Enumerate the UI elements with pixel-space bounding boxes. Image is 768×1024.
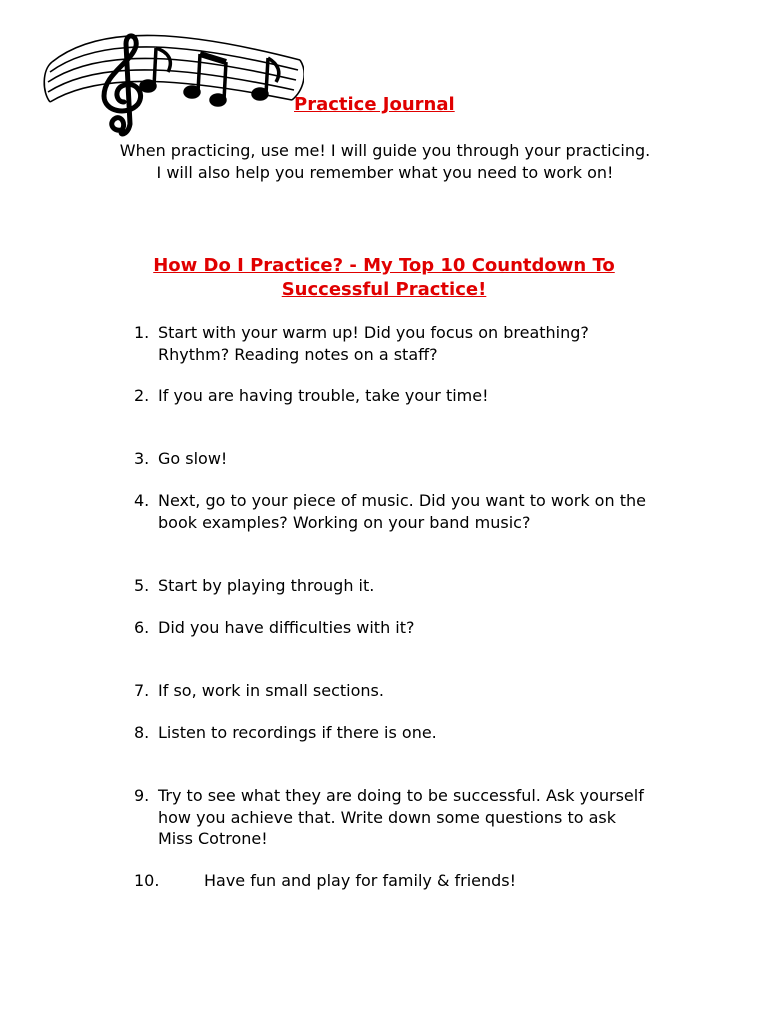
list-item <box>134 490 654 533</box>
list-item-text: If so, work in small sections. <box>158 681 384 700</box>
list-item-text: Did you have difficulties with it? <box>158 618 415 637</box>
list-item-text: Start by playing through it. <box>158 576 375 595</box>
list-item-number: 1. <box>134 323 150 342</box>
list-item-text: Start with your warm up! Did you focus on breathing? Rhythm? Reading notes on a staff? <box>158 323 589 364</box>
list-item-text: Next, go to your piece of music. Did you want to work on the book examples? Working on your band music? <box>158 491 646 532</box>
list-item <box>134 322 654 365</box>
list-item-number: 9. <box>134 786 150 805</box>
list-item-number: 8. <box>134 723 150 742</box>
list-item <box>134 785 654 850</box>
list-item <box>134 680 654 702</box>
music-staff-illustration <box>42 20 304 138</box>
list-item-number: 7. <box>134 681 150 700</box>
treble-clef-icon <box>104 36 141 134</box>
list-item <box>134 722 654 744</box>
list-item-number: 3. <box>134 449 150 468</box>
list-item <box>134 385 654 407</box>
page-title: Practice Journal <box>294 94 455 115</box>
list-item <box>134 617 654 639</box>
list-item-text: Go slow! <box>158 449 228 468</box>
list-item <box>134 575 654 597</box>
list-item-number: 6. <box>134 618 150 637</box>
list-item-number: 5. <box>134 576 150 595</box>
list-item-number: 10. <box>134 871 160 890</box>
list-item-text: Try to see what they are doing to be successful. Ask yourself how you achieve that. Write down some questions to ask Miss Cotrone! <box>158 786 644 848</box>
music-notes-icon <box>141 48 279 105</box>
list-item <box>134 870 654 892</box>
list-item-number: 4. <box>134 491 150 510</box>
list-item-number: 2. <box>134 386 150 405</box>
list-item-text: If you are having trouble, take your time! <box>158 386 489 405</box>
list-item <box>134 448 654 470</box>
list-item-text: Listen to recordings if there is one. <box>158 723 437 742</box>
list-item-text: Have fun and play for family & friends! <box>204 871 517 890</box>
intro-paragraph: When practicing, use me! I will guide you through your practicing. I will also help you remember what you need to work on! <box>119 141 651 182</box>
section-heading: How Do I Practice? - My Top 10 Countdown To Successful Practice! <box>153 255 615 300</box>
